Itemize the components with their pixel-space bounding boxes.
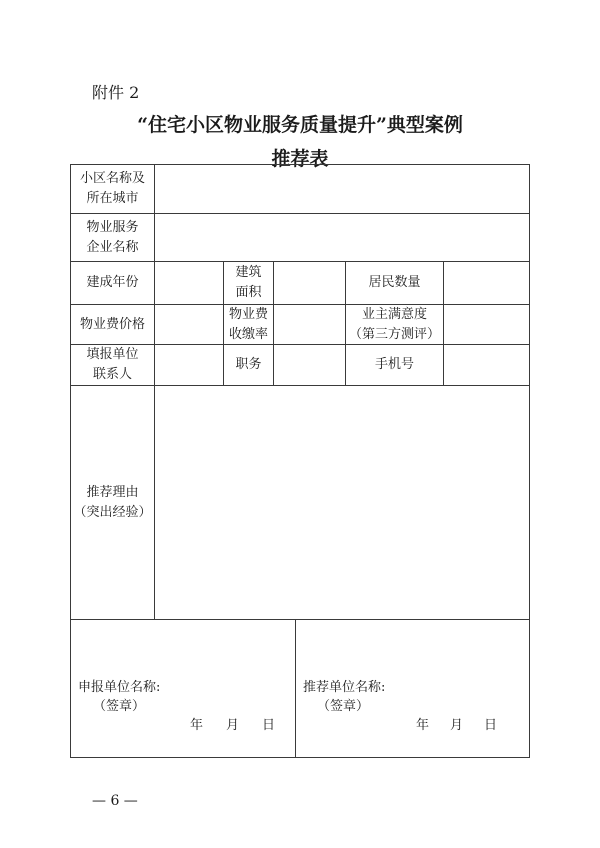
applicant-date-day: 日 (262, 718, 276, 733)
document-title: “住宅小区物业服务质量提升”典型案例 (137, 114, 463, 136)
fee-rate-label: 物业费 收缴率 (223, 304, 274, 345)
area-label: 建筑 面积 (223, 261, 274, 305)
page-number: — 6 — (92, 793, 138, 809)
position-field[interactable] (273, 344, 346, 386)
company-label: 物业服务 企业名称 (70, 213, 155, 262)
contact-label: 填报单位 联系人 (70, 344, 155, 386)
year-label: 建成年份 (70, 261, 155, 305)
reason-field[interactable] (154, 385, 530, 620)
area-field[interactable] (273, 261, 346, 305)
recommender-date-month: 月 (450, 718, 464, 733)
applicant-date-month: 月 (226, 718, 240, 733)
community-field[interactable] (154, 164, 530, 214)
residents-label: 居民数量 (345, 261, 444, 305)
applicant-seal: （签章） (93, 699, 146, 714)
satisfaction-label: 业主满意度 （第三方测评） (345, 304, 444, 345)
recommender-date-year: 年 (416, 718, 430, 733)
residents-field[interactable] (443, 261, 530, 305)
contact-field[interactable] (154, 344, 224, 386)
position-label: 职务 (223, 344, 274, 386)
community-label: 小区名称及 所在城市 (70, 164, 155, 214)
phone-field[interactable] (443, 344, 530, 386)
recommender-label: 推荐单位名称: (303, 680, 386, 695)
attachment-label: 附件 2 (92, 83, 140, 102)
fee-price-field[interactable] (154, 304, 224, 345)
year-field[interactable] (154, 261, 224, 305)
applicant-label: 申报单位名称: (78, 680, 161, 695)
satisfaction-field[interactable] (443, 304, 530, 345)
reason-label: 推荐理由 （突出经验） (70, 385, 155, 620)
phone-label: 手机号 (345, 344, 444, 386)
document-subtitle: 推荐表 (271, 148, 329, 170)
recommender-date-day: 日 (484, 718, 498, 733)
fee-price-label: 物业费价格 (70, 304, 155, 345)
fee-rate-field[interactable] (273, 304, 346, 345)
applicant-date-year: 年 (190, 718, 204, 733)
recommender-seal: （签章） (317, 699, 370, 714)
company-field[interactable] (154, 213, 530, 262)
